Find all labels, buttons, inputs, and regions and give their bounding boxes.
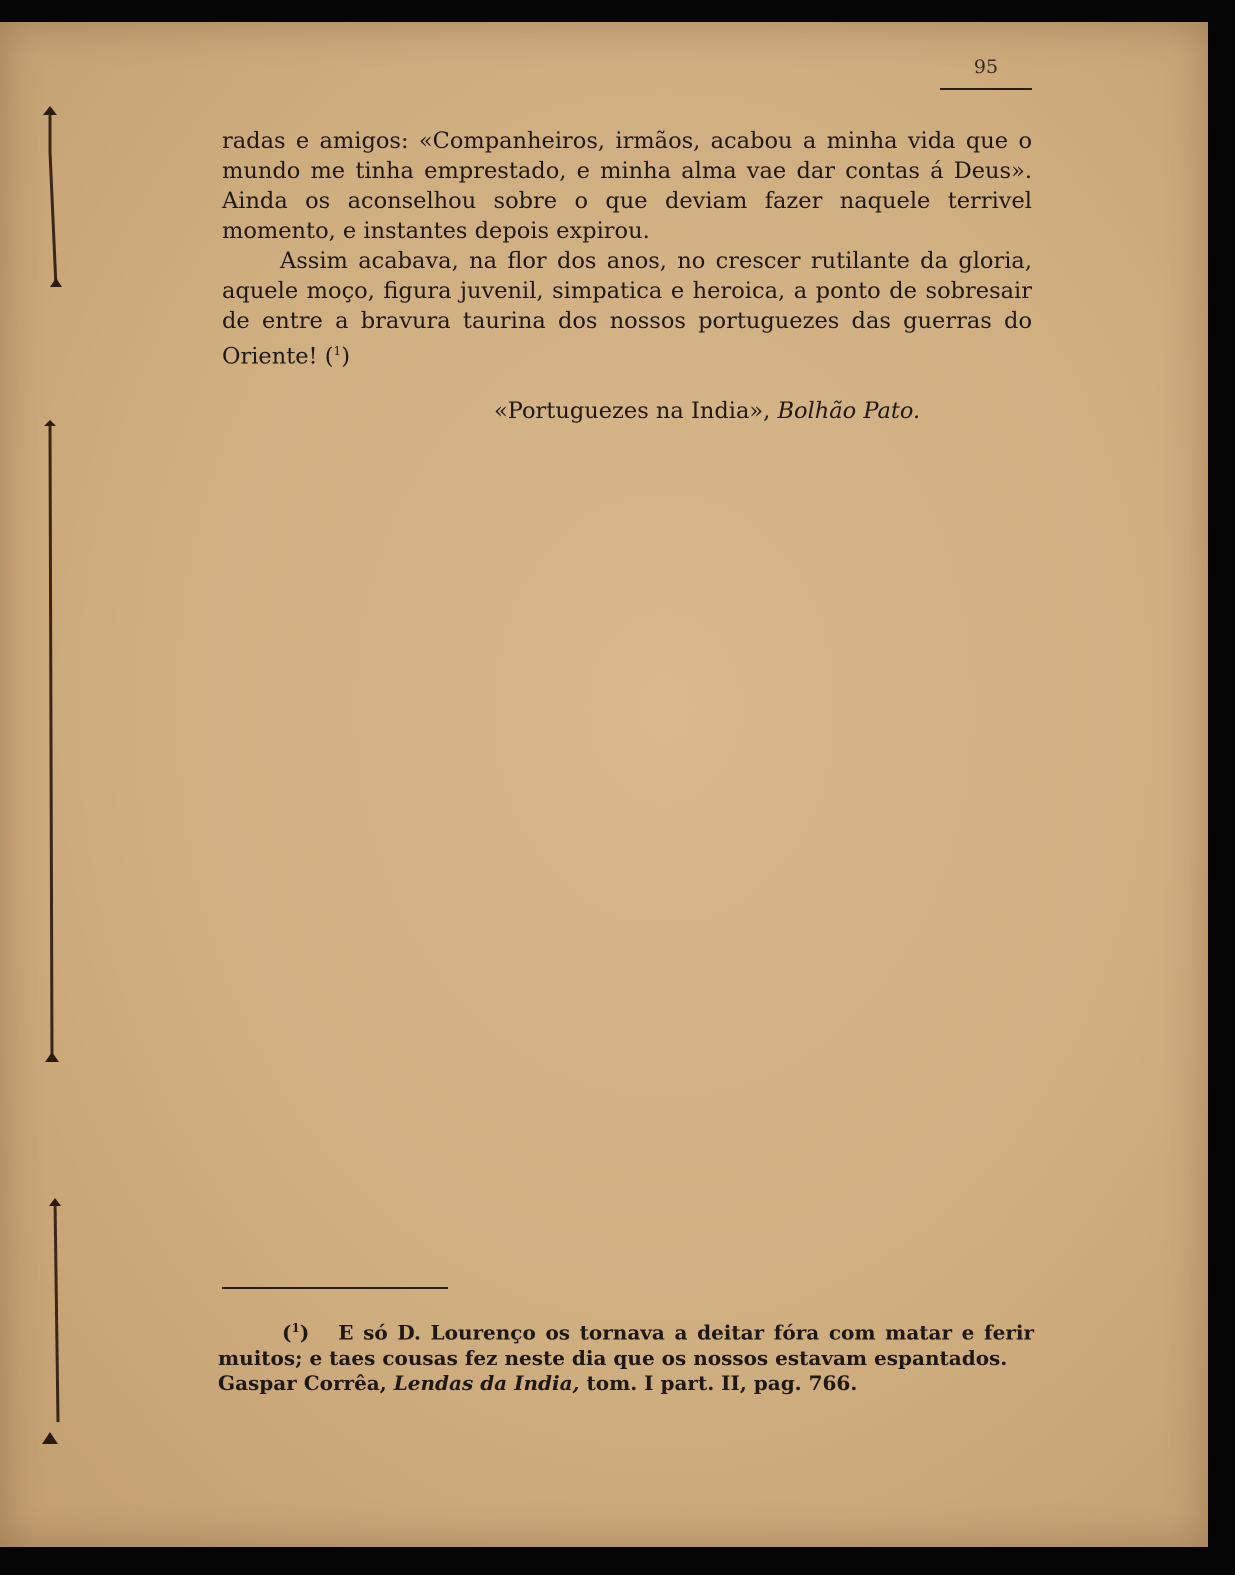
paragraph-2 [222,246,1032,372]
note-close: ) [341,343,350,370]
footnote-mark: 1 [291,1321,300,1335]
binding-stitches [0,22,120,1547]
book-page [0,22,1208,1547]
attribution-source: «Portuguezes na India», [494,398,771,424]
page-number: 95 [940,56,1032,90]
footnote-body: E só D. Lourenço os tornava a deitar fóra com matar e ferir muitos; e taes cousas fez neste dia que os nossos estavam espantados. [218,1320,1035,1370]
footnote [218,1316,1034,1396]
citation-location: tom. I part. II, pag. 766. [586,1370,858,1395]
citation-work: Lendas da India, [393,1370,580,1395]
attribution [494,398,920,424]
citation-author: Gaspar Corrêa, [218,1370,387,1395]
footnote-citation [218,1371,1034,1396]
footnote-close: ) [299,1320,310,1345]
paragraph-1: radas e amigos: «Companheiros, irmãos, acabou a minha vida que o mundo me tinha emprestado, e minha alma vae dar contas á Deus». Ainda os aconselhou sobre o que deviam fazer naquele terrivel momento, e instantes depois expirou. [222,128,1032,244]
body-text [222,126,1032,372]
attribution-author: Bolhão Pato. [777,398,921,424]
paragraph-2-text: Assim acabava, na flor dos anos, no crescer rutilante da gloria, aquele moço, figura juvenil, simpatica e heroica, a ponto de sobresair de entre a bravura taurina dos nossos portuguezes das guerras do Oriente! [222,248,1032,370]
footnote-rule [222,1287,448,1289]
footnote-open: ( [282,1320,292,1345]
footnote-ref: 1 [333,344,342,358]
note-open: ( [324,343,334,370]
footnote-text [218,1316,1034,1371]
